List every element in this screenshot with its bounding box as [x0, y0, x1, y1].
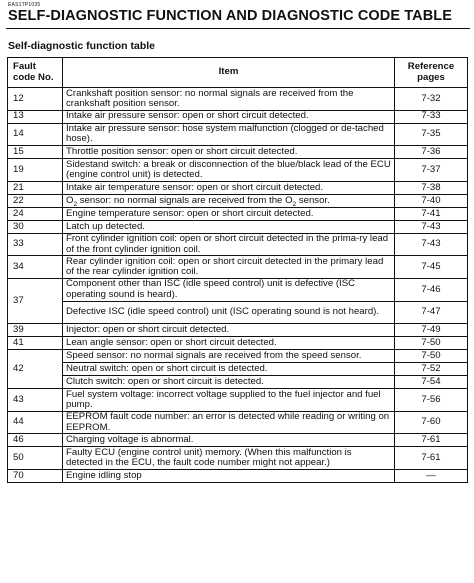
diagnostic-code-table	[7, 57, 468, 483]
table-row	[8, 194, 468, 207]
fault-code: 42	[8, 350, 63, 389]
table-row	[8, 220, 468, 233]
fault-code: 15	[8, 146, 63, 159]
reference-page: 7-61	[395, 434, 468, 447]
fault-code: 50	[8, 447, 63, 470]
item-text: Engine idling stop	[63, 469, 395, 482]
table-body	[8, 88, 468, 483]
reference-page: 7-37	[395, 159, 468, 182]
title-rule	[6, 28, 470, 29]
table-row	[8, 434, 468, 447]
table-row	[8, 301, 468, 324]
reference-page: 7-61	[395, 447, 468, 470]
item-text: Crankshaft position sensor: no normal signals are received from the crankshaft position sensor.	[63, 88, 395, 111]
table-row	[8, 159, 468, 182]
reference-page: 7-35	[395, 123, 468, 146]
fault-code: 44	[8, 411, 63, 434]
item-text: Fuel system voltage: incorrect voltage supplied to the fuel injector and fuel pump.	[63, 389, 395, 412]
reference-page: 7-46	[395, 278, 468, 301]
table-row	[8, 389, 468, 412]
item-text: EEPROM fault code number: an error is detected while reading or writing on EEPROM.	[63, 411, 395, 434]
reference-page: 7-38	[395, 181, 468, 194]
item-text: Lean angle sensor: open or short circuit detected.	[63, 337, 395, 350]
fault-code: 13	[8, 110, 63, 123]
item-text: Throttle position sensor: open or short circuit detected.	[63, 146, 395, 159]
reference-page: 7-45	[395, 256, 468, 279]
table-row	[8, 110, 468, 123]
reference-page: 7-43	[395, 233, 468, 256]
item-text: Engine temperature sensor: open or short circuit detected.	[63, 207, 395, 220]
header-item: Item	[63, 58, 395, 88]
fault-code: 12	[8, 88, 63, 111]
fault-code: 41	[8, 337, 63, 350]
table-row	[8, 447, 468, 470]
table-row	[8, 350, 468, 363]
reference-page: 7-40	[395, 194, 468, 207]
item-text: Clutch switch: open or short circuit is detected.	[63, 376, 395, 389]
table-row	[8, 337, 468, 350]
item-text: Sidestand switch: a break or disconnection of the blue/black lead of the ECU (engine control unit) is detected.	[63, 159, 395, 182]
table-row	[8, 88, 468, 111]
item-text: Intake air pressure sensor: open or short circuit detected.	[63, 110, 395, 123]
fault-code: 39	[8, 324, 63, 337]
reference-page: 7-56	[395, 389, 468, 412]
item-text: Intake air temperature sensor: open or short circuit detected.	[63, 181, 395, 194]
item-text: Intake air pressure sensor: hose system malfunction (clogged or de-tached hose).	[63, 123, 395, 146]
document-code: EAS1TP1035	[8, 2, 41, 8]
item-text: Component other than ISC (idle speed control) unit is defective (ISC operating sound is heard).	[63, 278, 395, 301]
item-text: Front cylinder ignition coil: open or short circuit detected in the prima-ry lead of the front cylinder ignition coil.	[63, 233, 395, 256]
table-subtitle: Self-diagnostic function table	[8, 40, 156, 52]
fault-code: 43	[8, 389, 63, 412]
reference-page: 7-50	[395, 350, 468, 363]
table-row	[8, 207, 468, 220]
fault-code: 21	[8, 181, 63, 194]
fault-code: 14	[8, 123, 63, 146]
reference-page: 7-36	[395, 146, 468, 159]
fault-code: 22	[8, 194, 63, 207]
table-row	[8, 363, 468, 376]
reference-page: 7-47	[395, 301, 468, 324]
item-text: Neutral switch: open or short circuit is detected.	[63, 363, 395, 376]
page-title: SELF-DIAGNOSTIC FUNCTION AND DIAGNOSTIC CODE TABLE	[8, 8, 453, 24]
reference-page: 7-41	[395, 207, 468, 220]
reference-page: 7-49	[395, 324, 468, 337]
fault-code: 70	[8, 469, 63, 482]
item-text: Defective ISC (idle speed control) unit (ISC operating sound is not heard).	[63, 301, 395, 324]
table-row	[8, 324, 468, 337]
reference-page: 7-60	[395, 411, 468, 434]
reference-page: 7-52	[395, 363, 468, 376]
item-text: Faulty ECU (engine control unit) memory. (When this malfunction is detected in the ECU, the fault code number might not appear.)	[63, 447, 395, 470]
fault-code: 37	[8, 278, 63, 323]
fault-code: 24	[8, 207, 63, 220]
fault-code: 34	[8, 256, 63, 279]
fault-code: 19	[8, 159, 63, 182]
reference-page: 7-32	[395, 88, 468, 111]
table-row	[8, 376, 468, 389]
table-row	[8, 469, 468, 482]
table-row	[8, 181, 468, 194]
table-row	[8, 278, 468, 301]
table-row	[8, 233, 468, 256]
fault-code: 46	[8, 434, 63, 447]
reference-page: 7-33	[395, 110, 468, 123]
table-header-row	[8, 58, 468, 88]
reference-page: —	[395, 469, 468, 482]
table-row	[8, 146, 468, 159]
reference-page: 7-50	[395, 337, 468, 350]
table-row	[8, 123, 468, 146]
reference-page: 7-43	[395, 220, 468, 233]
table-row	[8, 256, 468, 279]
item-text: Charging voltage is abnormal.	[63, 434, 395, 447]
item-text: Injector: open or short circuit detected.	[63, 324, 395, 337]
table-row	[8, 411, 468, 434]
fault-code: 30	[8, 220, 63, 233]
header-reference-pages: Reference pages	[395, 58, 468, 88]
header-fault-code: Fault code No.	[8, 58, 63, 88]
fault-code: 33	[8, 233, 63, 256]
item-text: Latch up detected.	[63, 220, 395, 233]
item-text-o2: $O_2$ sensor: no normal signals are received from the $O_2$ sensor.	[63, 194, 395, 207]
reference-page: 7-54	[395, 376, 468, 389]
item-text: Speed sensor: no normal signals are received from the speed sensor.	[63, 350, 395, 363]
item-text: Rear cylinder ignition coil: open or short circuit detected in the primary lead of the rear cylinder ignition coil.	[63, 256, 395, 279]
